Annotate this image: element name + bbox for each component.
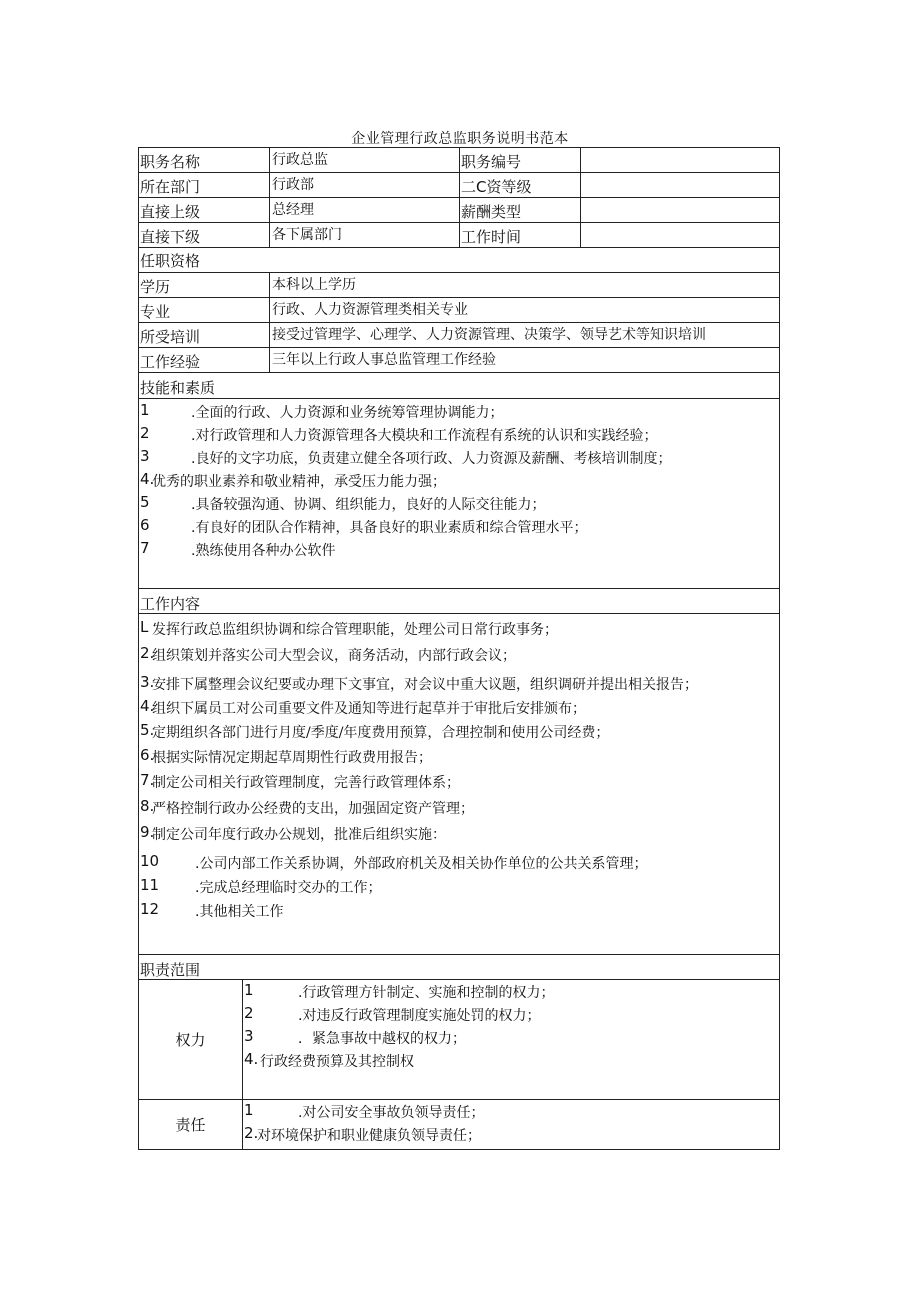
skill-text: .熟练使用各种办公软件 (191, 543, 336, 559)
qualification-label: 学历 (140, 278, 171, 296)
skill-num: 4. (140, 470, 155, 488)
duty-item (243, 1101, 780, 1124)
work-num: 8. (140, 797, 155, 815)
basic-value: 行政总监 (269, 148, 459, 172)
work-num: 12 (140, 900, 160, 918)
basic-value: 总经理 (269, 198, 459, 222)
basic-label: 直接下级 (140, 228, 201, 246)
work-item (139, 746, 779, 771)
qualification-heading-row (138, 248, 780, 273)
basic-label-2: 薪酬类型 (459, 198, 580, 222)
work-item (139, 697, 779, 721)
power-label: 权力 (175, 1031, 206, 1049)
work-text: 严格控制行政办公经费的支出，加强固定资产管理； (152, 801, 474, 817)
qualification-row (138, 273, 780, 298)
basic-label: 职务名称 (140, 153, 201, 171)
work-item (139, 618, 779, 644)
basic-label-2: 工作时间 (459, 223, 580, 247)
basic-label: 直接上级 (140, 203, 201, 221)
work-item (139, 900, 779, 924)
skill-text: .有良好的团队合作精神，具备良好的职业素质和综合管理水平； (191, 520, 588, 536)
power-item (243, 981, 780, 1004)
basic-row (138, 173, 780, 198)
power-item (243, 1050, 780, 1073)
work-num: 7. (140, 771, 155, 789)
basic-value-2 (580, 223, 780, 247)
skill-text: .全面的行政、人力资源和业务统筹管理协调能力； (191, 405, 504, 421)
duty-item (243, 1124, 780, 1147)
skills-heading: 技能和素质 (140, 379, 216, 397)
basic-label-2: 职务编号 (459, 148, 580, 172)
power-num: 2 (244, 1004, 254, 1022)
duty-text: .对公司安全事故负领导责任； (298, 1105, 485, 1121)
basic-row (138, 147, 780, 173)
power-num: 4. (244, 1050, 259, 1068)
duty-text: 对环境保护和职业健康负领导责任； (257, 1128, 481, 1144)
skills-list (138, 399, 780, 589)
skill-num: 3 (140, 447, 150, 465)
skill-item (139, 401, 779, 424)
power-item (243, 1027, 780, 1050)
qualification-row (138, 348, 780, 373)
skill-num: 2 (140, 424, 150, 442)
work-text: 安排下属整理会议纪要或办理下文事宜，对会议中重大议题，组织调研并提出相关报告； (152, 677, 698, 693)
scope-heading: 职责范围 (140, 961, 201, 979)
qualification-row (138, 298, 780, 323)
power-list (242, 980, 780, 1099)
work-item (139, 644, 779, 673)
work-item (139, 673, 779, 697)
power-num: 3 (244, 1027, 254, 1045)
work-heading: 工作内容 (140, 595, 201, 613)
skill-item (139, 516, 779, 539)
qualification-label: 工作经验 (140, 353, 201, 371)
work-num: 3. (140, 673, 155, 691)
power-text: .行政管理方针制定、实施和控制的权力； (298, 985, 555, 1001)
work-text: 制定公司年度行政办公规划，批准后组织实施： (152, 827, 446, 843)
basic-value: 各下属部门 (269, 223, 459, 247)
qualification-value: 三年以上行政人事总监管理工作经验 (269, 348, 780, 372)
power-text: 行政经费预算及其控制权 (260, 1054, 414, 1070)
work-num: 6. (140, 746, 155, 764)
power-item (243, 1004, 780, 1027)
basic-value-2 (580, 198, 780, 222)
work-text: 组织下属员工对公司重要文件及通知等进行起草并于审批后安排颁布； (152, 701, 586, 717)
skill-num: 6 (140, 516, 150, 534)
work-text: .完成总经理临时交办的工作； (195, 880, 382, 896)
skill-item (139, 493, 779, 516)
skill-num: 1 (140, 401, 150, 419)
skill-text: .具备较强沟通、协调、组织能力，良好的人际交往能力； (191, 497, 546, 513)
work-num: 10 (140, 852, 160, 870)
skill-text: 优秀的职业素养和敬业精神，承受压力能力强； (152, 474, 446, 490)
scope-heading-row (138, 955, 780, 980)
power-row (138, 980, 780, 1100)
work-item (139, 876, 779, 900)
power-text: .对违反行政管理制度实施处罚的权力； (298, 1008, 541, 1024)
power-num: 1 (244, 981, 254, 999)
duty-row (138, 1100, 780, 1150)
work-text: 发挥行政总监组织协调和综合管理职能，处理公司日常行政事务； (152, 622, 558, 638)
work-text: 制定公司相关行政管理制度，完善行政管理体系； (152, 775, 460, 791)
qualification-value: 本科以上学历 (269, 273, 780, 297)
basic-label-2: 二C资等级 (459, 173, 580, 197)
work-list (138, 614, 780, 955)
work-item (139, 771, 779, 797)
duty-num: 2. (244, 1124, 259, 1142)
work-text: .公司内部工作关系协调，外部政府机关及相关协作单位的公共关系管理； (195, 856, 648, 872)
work-num: 4. (140, 697, 155, 715)
skill-item (139, 424, 779, 447)
work-num: 11 (140, 876, 160, 894)
work-num: L (140, 618, 149, 636)
basic-value-2 (580, 148, 780, 172)
skill-num: 7 (140, 539, 150, 557)
work-text: 组织策划并落实公司大型会议，商务活动，内部行政会议； (152, 648, 516, 664)
work-item (139, 852, 779, 876)
qualification-label: 专业 (140, 303, 171, 321)
skill-text: .对行政管理和人力资源管理各大模块和工作流程有系统的认识和实践经验； (191, 428, 658, 444)
work-text: .其他相关工作 (195, 904, 284, 920)
power-text: ．紧急事故中越权的权力； (298, 1031, 466, 1047)
skill-text: .良好的文字功底，负责建立健全各项行政、人力资源及薪酬、考核培训制度； (191, 451, 672, 467)
work-item (139, 797, 779, 823)
work-text: 根据实际情况定期起草周期性行政费用报告； (152, 750, 432, 766)
work-num: 9. (140, 823, 155, 841)
work-item (139, 823, 779, 852)
work-text: 定期组织各部门进行月度/季度/年度费用预算，合理控制和使用公司经费； (152, 725, 610, 741)
document-title: 企业管理行政总监职务说明书范本 (351, 131, 569, 147)
basic-row (138, 223, 780, 248)
work-heading-row (138, 589, 780, 614)
basic-value-2 (580, 173, 780, 197)
work-item (139, 721, 779, 746)
duty-num: 1 (244, 1101, 254, 1119)
qualification-heading: 任职资格 (140, 252, 201, 270)
skill-item (139, 539, 779, 562)
skills-heading-row (138, 373, 780, 399)
skill-item (139, 470, 779, 493)
duty-list (242, 1100, 780, 1149)
work-num: 5. (140, 721, 155, 739)
qualification-value: 行政、人力资源管理类相关专业 (269, 298, 780, 322)
basic-row (138, 198, 780, 223)
duty-label: 责任 (175, 1116, 206, 1134)
qualification-value: 接受过管理学、心理学、人力资源管理、决策学、领导艺术等知识培训 (269, 323, 780, 347)
skill-item (139, 447, 779, 470)
qualification-label: 所受培训 (140, 328, 201, 346)
skill-num: 5 (140, 493, 150, 511)
basic-label: 所在部门 (140, 178, 201, 196)
qualification-row (138, 323, 780, 348)
basic-value: 行政部 (269, 173, 459, 197)
job-description-table (138, 147, 780, 1150)
work-num: 2. (140, 644, 155, 662)
